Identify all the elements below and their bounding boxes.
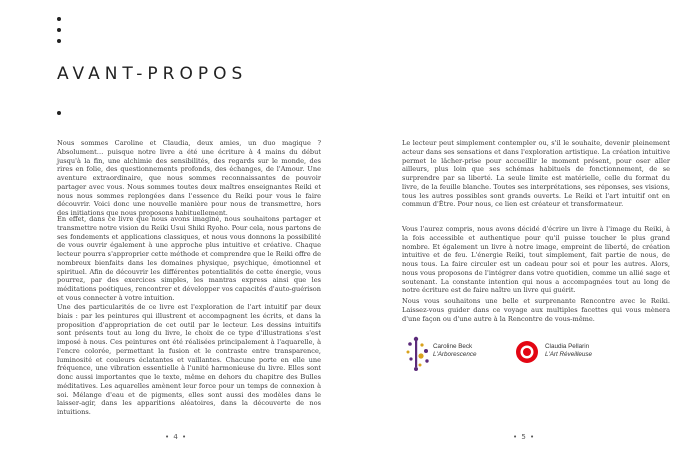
decorative-dot bbox=[57, 39, 61, 43]
page-title: AVANT-PROPOS bbox=[57, 64, 248, 84]
paragraph-book: Vous l'aurez compris, nous avons décidé d'écrire un livre à l'image du Reiki, à la fois accessible et authentique pour qu'il puisse toucher le plus grand nombre. Et également un livre à notre image, empreint de liberté, de création intuitive et de feu. L'énergie Reiki, tout simplement, fait partie de nous, de nous tous. La faire circuler est un cadeau pour soi et pour les autres. Alors, nous vous proposons de l'intégrer dans votre quotidien, comme un allié sage et soutenant. La constante intention qui nous a accompagnées tout au long de notre écriture est de faire naître un livre qui guérit. bbox=[402, 225, 670, 295]
decorative-dot bbox=[57, 111, 61, 115]
art-reveilleuse-logo bbox=[515, 340, 539, 364]
paragraph-intro: Nous sommes Caroline et Claudia, deux amies, un duo magique ? Absolument… puisque notre livre a été une écriture à 4 mains du début jusqu'à la fin, une alchimie des sensibilités, des regards sur le monde, des rires en folie, des questionnements profonds, des échanges, de l'Amour. Une aventure extraordinaire, que nous sommes reconnaissantes de pouvoir partager avec vous. Nous sommes toutes deux maîtres enseignantes Reiki et nous nous sommes replongées dans l'essence du Reiki pour vous le faire découvrir. Voici donc une nouvelle manière pour nous de transmettre, hors des initiations que nous proposons habituellement. bbox=[57, 139, 321, 217]
arborescence-logo bbox=[405, 336, 431, 372]
page-number-left: • 4 • bbox=[165, 433, 188, 441]
paragraph-reader: Le lecteur peut simplement contempler ou, s'il le souhaite, devenir pleinement acteur dans ses sensations et dans l'exploration artistique. La création intuitive permet le lâcher-prise pour accueillir le moment présent, pour oser aller ailleurs, plus loin que ses schémas habituels de fonctionnement, de se surprendre par sa liberté. La seule limite est matérielle, celle du format du livre, de la feuille blanche. Toutes ses interprétations, ses réponses, ses visions, tous les autres possibles sont grands ouverts. Le Reiki et l'art intuitif ont en commun d'Être. Pour nous, ce lien est créateur et transformateur. bbox=[402, 139, 670, 209]
signature-role: L'Art Réveilleuse bbox=[545, 351, 593, 358]
decorative-dot bbox=[57, 17, 61, 21]
signature-caroline bbox=[433, 343, 513, 359]
paragraph-art: Une des particularités de ce livre est l'exploration de l'art intuitif par deux biais : par les peintures qui illustrent et accompagnent les écrits, et dans la proposition d'appropriation de cet outil par le lecteur. Les dessins intuitifs sont présents tout au long du livre, le choix de ce type d'illustrations s'est imposé à nous. Ces peintures ont été réalisées principalement à l'aquarelle, à l'encre colorée, permettant la fusion et le contraste entre transparence, luminosité et couleurs éclatantes et vaillantes. Chacune porte en elle une fréquence, une vibration essentielle à l'unité harmonieuse du livre. Elles sont donc aussi importantes que le texte, même en dehors du chapitre des Bulles méditatives. Les aquarelles amènent leur force pour un temps de connexion à soi. Mélange d'eau et de pigments, elles sont aussi des modèles dans le laisser-agir, dans les apparitions aléatoires, dans la découverte de nos intuitions. bbox=[57, 303, 321, 416]
signature-claudia bbox=[545, 343, 635, 359]
paragraph-wishes: Nous vous souhaitons une belle et surprenante Rencontre avec le Reiki. Laissez-vous guider dans ce voyage aux multiples facettes qui vous mènera d'une façon ou d'une autre à la Rencontre de vous-même. bbox=[402, 297, 670, 323]
signature-name: Claudia Pellarin bbox=[545, 343, 590, 350]
decorative-dot bbox=[57, 28, 61, 32]
paragraph-vision: En effet, dans ce livre que nous avons imaginé, nous souhaitons partager et transmettre notre vision du Reiki Usui Shiki Ryoho. Pour cela, nous partons de ses fondements et applications classiques, et nous vous donnons la possibilité de vous ouvrir également à une approche plus intuitive et créative. Chaque lecteur pourra s'approprier cette méthode et comprendre que le Reiki offre de nombreux bienfaits dans les domaines physique, psychique, émotionnel et spirituel. Afin de découvrir les différentes potentialités de cette énergie, vous pourrez, par des exercices simples, les mantras express ainsi que les méditations poétiques, rencontrer et développer vos capacités d'auto-guérison et vous connecter à votre intuition. bbox=[57, 215, 321, 302]
right-page bbox=[350, 0, 700, 457]
page-number-right: • 5 • bbox=[513, 433, 536, 441]
signature-role: L'Arborescence bbox=[433, 351, 477, 358]
signature-name: Caroline Beck bbox=[433, 343, 473, 350]
